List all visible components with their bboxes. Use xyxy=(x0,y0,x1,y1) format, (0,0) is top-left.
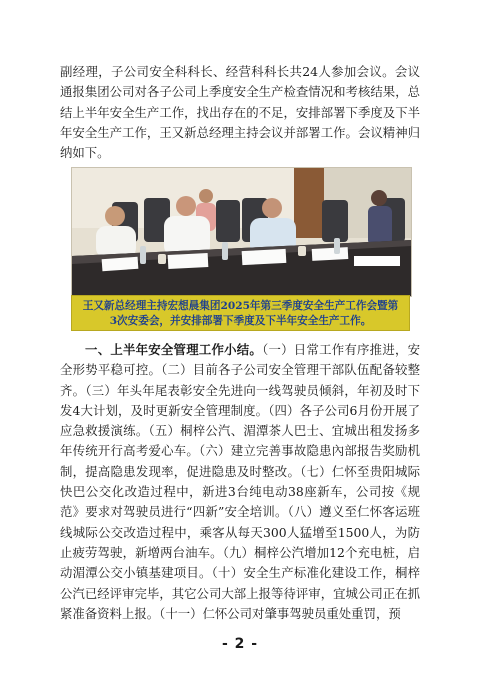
intro-paragraph: 副经理，子公司安全科科长、经营科科长共24人参加会议。会议通报集团公司对各子公司上季度安全生产检查情况和考核结果，总结上半年安全生产工作，找出存在的不足，安排部署下季度及下半年安全生产工作，王又新总经理主持会议并部署工作。会议精神归纳如下。 xyxy=(60,64,420,161)
photo-caption: 王又新总经理主持宏想晨集团2025年第三季度安全生产工作会暨第3次安委会，并安排部署下季度及下半年安全生产工作。 xyxy=(71,295,410,331)
page-number: - 2 - xyxy=(221,636,259,652)
section-body: （一）日常工作有序推进，安全形势平稳可控。（二）目前各子公司安全管理干部队伍配备较整齐。（三）年头年尾表彰安全先进向一线驾驶员倾斜，年初及时下发4大计划，及时更新安全管理制度。（四）各子公司6月份开展了应急救援演练。（五）桐梓公汽、湄潭茶人巴士、宜城出租发扬多年传统开行高考爱心车。（六）建立完善事故隐患內部报告奖励机制，提高隐患发现率，促进隐患及时整改。（七）仁怀至贵阳城际快巴公交化改造过程中，新进3台纯电动38座新车，公司按《规范》要求对驾驶员进行“四新”安全培训。（八）遵义至仁怀客运班线城际公交改造过程中，乘客从每天300人猛增至1500人，为防止疲劳驾驶，新增两台油车。（九）桐梓公汽增加12个充电桩，启动湄潭公交小镇基建项目。（十）安全生产标准化建设工作，桐梓公汽已经评审完毕，其它公司大部上报等待评审，宜城公司正在抓紧准备资料上报。（十一）仁怀公司对肇事驾驶员重处重罚，预 xyxy=(60,342,420,621)
section-paragraph xyxy=(60,340,420,624)
meeting-photo xyxy=(71,167,412,297)
section-heading: 一、上半年安全管理工作小结。 xyxy=(84,342,263,357)
